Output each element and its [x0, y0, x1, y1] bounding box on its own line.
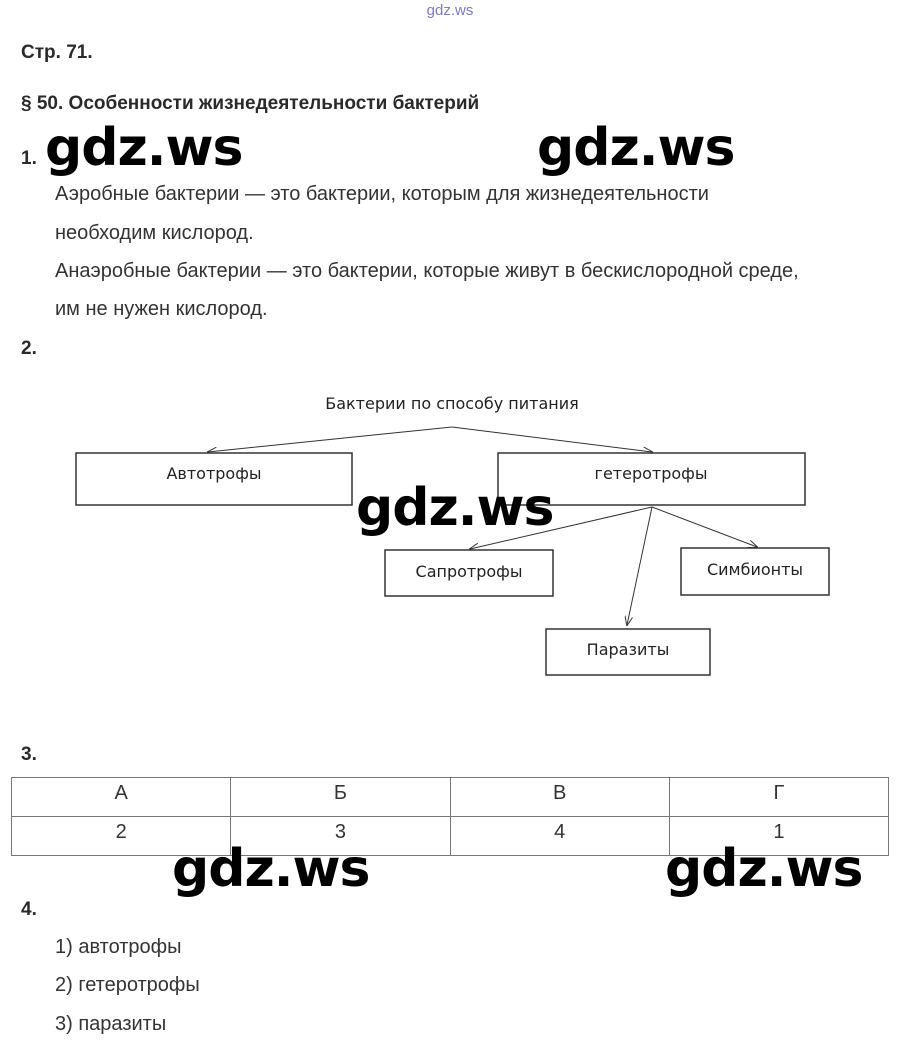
arrow-to-autotrophs: [208, 427, 452, 452]
table-header-cell: Б: [231, 778, 450, 817]
table-header-row: [12, 778, 889, 817]
table-header-cell: А: [12, 778, 231, 817]
task-1-number: 1.: [21, 148, 37, 169]
page-reference: Стр. 71.: [21, 42, 93, 63]
label-autotrophs: Автотрофы: [166, 464, 262, 483]
task-4-item: 1) автотрофы: [55, 936, 182, 958]
task-1-line: им не нужен кислород.: [55, 298, 268, 320]
task-2-number: 2.: [21, 338, 37, 359]
task-1-line: необходим кислород.: [55, 222, 254, 244]
table-cell: 1: [669, 817, 888, 856]
arrow-to-symbionts: [652, 507, 757, 547]
task-4-item: 3) паразиты: [55, 1013, 167, 1035]
table-header-cell: Г: [669, 778, 888, 817]
label-symbionts: Симбионты: [706, 560, 804, 579]
table-header-cell: В: [450, 778, 669, 817]
label-parasites: Паразиты: [586, 640, 670, 659]
task-1-line: Аэробные бактерии — это бактерии, которым для жизнедеятельности: [55, 183, 709, 205]
task-4-number: 4.: [21, 899, 37, 920]
table-cell: 3: [231, 817, 450, 856]
task-3-number: 3.: [21, 744, 37, 765]
watermark-logo: gdz.ws: [172, 839, 370, 899]
watermark-logo: gdz.ws: [665, 839, 863, 899]
arrow-to-heterotrophs: [452, 427, 652, 452]
section-title: § 50. Особенности жизнедеятельности бактерий: [21, 93, 480, 114]
arrow-to-parasites: [627, 507, 652, 625]
task-1-line: Анаэробные бактерии — это бактерии, которые живут в бескислородной среде,: [55, 260, 799, 282]
diagram-root-label: Бактерии по способу питания: [325, 394, 579, 413]
label-heterotrophs: гетеротрофы: [594, 464, 708, 483]
top-watermark: gdz.ws: [426, 2, 474, 19]
table-cell: 2: [12, 817, 231, 856]
task-4-item: 2) гетеротрофы: [55, 974, 200, 996]
watermark-logo: gdz.ws: [356, 478, 554, 538]
watermark-logo: gdz.ws: [537, 118, 735, 178]
label-saprotrophs: Сапротрофы: [415, 562, 523, 581]
table-cell: 4: [450, 817, 669, 856]
watermark-logo: gdz.ws: [45, 118, 243, 178]
